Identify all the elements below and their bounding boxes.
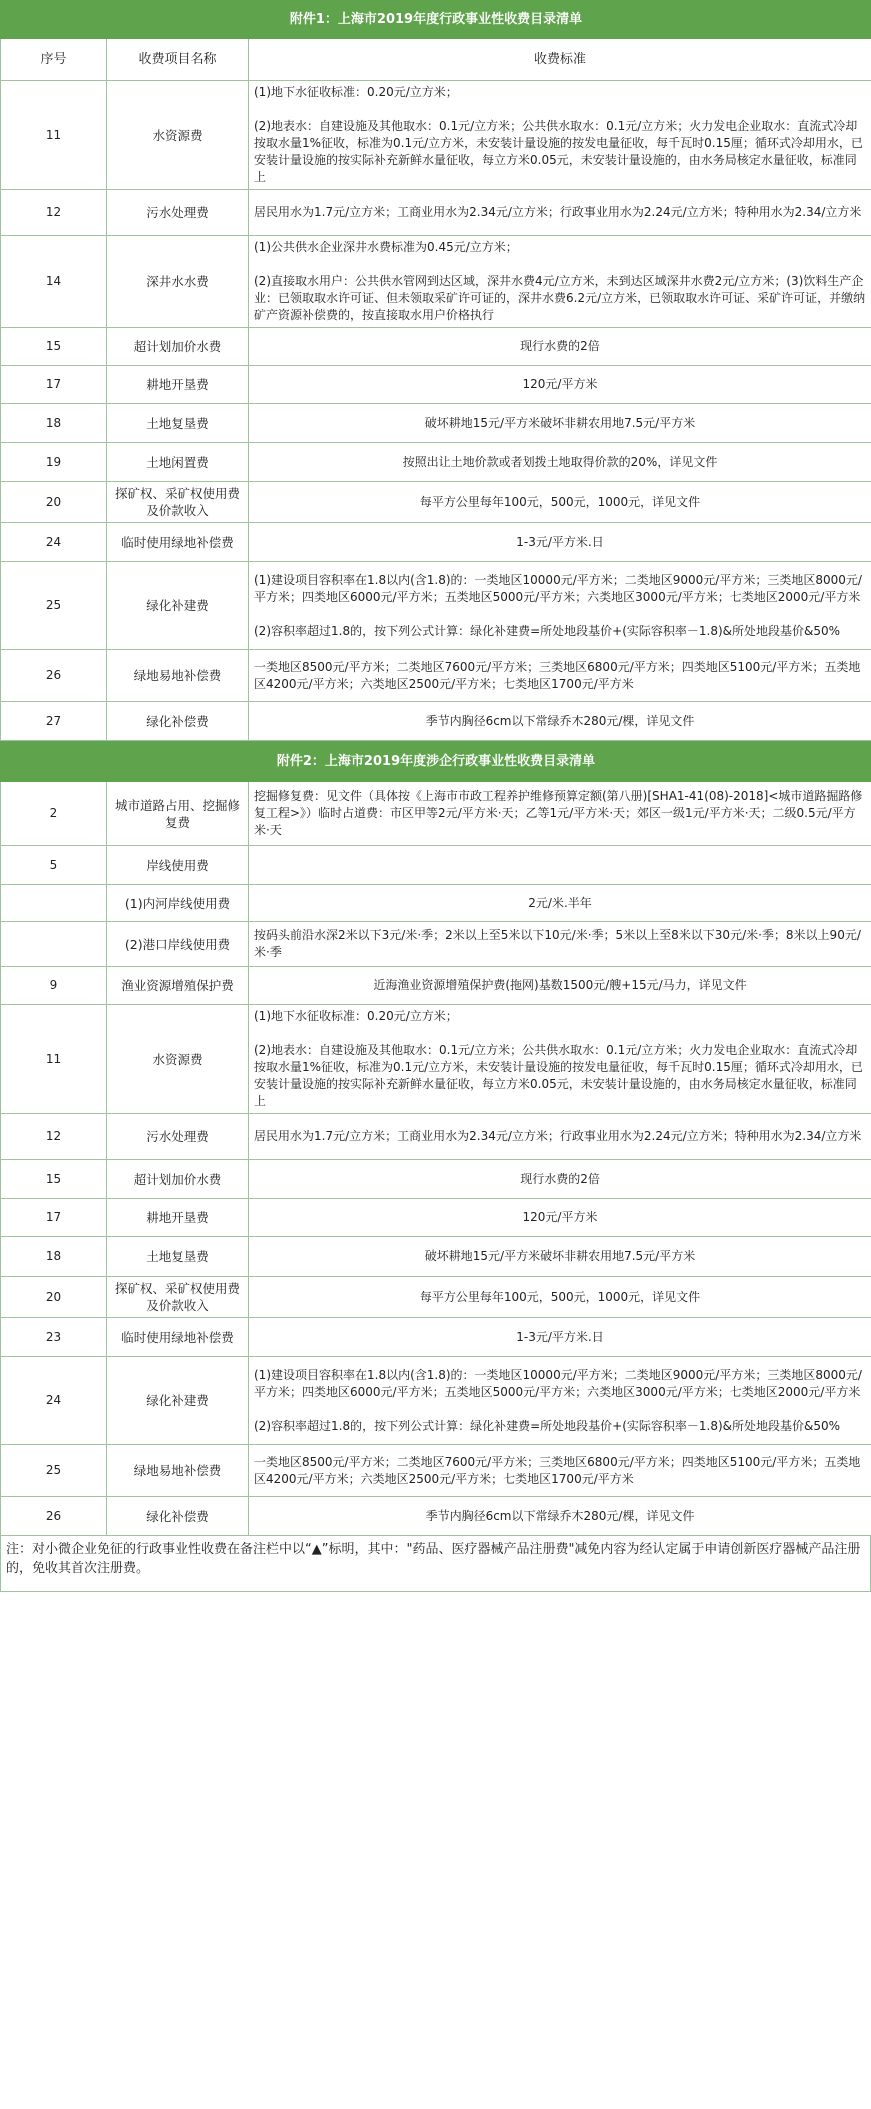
fee-standard-paragraph: 1-3元/平方米.日: [516, 534, 604, 549]
fee-standard-paragraph: (1)地下水征收标准：0.20元/立方米；: [254, 85, 458, 99]
row-fee-standard: [249, 1237, 871, 1277]
row-fee-item-name: 污水处理费: [107, 190, 249, 236]
row-fee-item-name: 耕地开垦费: [107, 366, 249, 404]
fee-standard-paragraph: 2元/米.半年: [528, 895, 592, 910]
row-serial-number: 17: [1, 366, 107, 404]
row-serial-number: 26: [1, 650, 107, 702]
row-serial-number: 12: [1, 190, 107, 236]
table-row: [1, 650, 871, 702]
row-fee-item-name: 绿地易地补偿费: [107, 1445, 249, 1497]
row-fee-item-name: 岸线使用费: [107, 846, 249, 885]
row-serial-number: 19: [1, 443, 107, 482]
row-fee-standard: [249, 562, 871, 650]
fee-standard-paragraph: (2)容积率超过1.8的，按下列公式计算：绿化补建费=所处地段基价+(实际容积率－1.8)&所处地段基价&50%: [254, 1418, 841, 1433]
row-fee-item-name: 耕地开垦费: [107, 1199, 249, 1237]
fee-standard-paragraph: 居民用水为1.7元/立方米；工商业用水为2.34元/立方米；行政事业用水为2.24元/立方米；特种用水为2.34/立方米: [254, 1129, 862, 1143]
row-fee-standard: [249, 443, 871, 482]
row-fee-item-name: 土地复垦费: [107, 1237, 249, 1277]
row-fee-item-name: 绿地易地补偿费: [107, 650, 249, 702]
fee-standard-paragraph: [254, 857, 866, 874]
row-serial-number: 25: [1, 562, 107, 650]
row-fee-item-name: 绿化补偿费: [107, 702, 249, 741]
fee-table-2: [0, 741, 871, 1536]
row-fee-standard: [249, 967, 871, 1005]
fee-standard-paragraph: 破坏耕地15元/平方米破坏非耕农用地7.5元/平方米: [424, 1249, 696, 1263]
table-row: [1, 482, 871, 523]
table-row: [1, 562, 871, 650]
header-fee-standard: 收费标准: [249, 39, 871, 81]
fee-standard-paragraph: 每平方公里每年100元，500元，1000元，详见文件: [419, 1289, 701, 1304]
table-row: [1, 236, 871, 328]
table-row: [1, 1005, 871, 1114]
row-serial-number: 24: [1, 523, 107, 562]
fee-standard-paragraph: [254, 256, 866, 273]
fee-standard-paragraph: (1)建设项目容积率在1.8以内(含1.8)的：一类地区10000元/平方米；二类地区9000元/平方米；三类地区8000元/平方米；四类地区6000元/平方米；五类地区5000元/平方米；六类地区3000元/平方米；七类地区2000元/平方米: [254, 572, 862, 604]
row-fee-standard: [249, 1357, 871, 1445]
fee-standard-paragraph: [254, 1025, 866, 1042]
row-fee-standard: [249, 81, 871, 190]
fee-standard-paragraph: 居民用水为1.7元/立方米；工商业用水为2.34元/立方米；行政事业用水为2.24元/立方米；特种用水为2.34/立方米: [254, 205, 862, 219]
fee-standard-paragraph: 近海渔业资源增殖保护费(拖网)基数1500元/艘+15元/马力，详见文件: [373, 978, 747, 992]
table-row: [1, 702, 871, 741]
row-serial-number: 5: [1, 846, 107, 885]
fee-standard-paragraph: 现行水费的2倍: [520, 339, 600, 353]
row-fee-standard: [249, 190, 871, 236]
table-row: [1, 846, 871, 885]
row-fee-standard: [249, 236, 871, 328]
row-fee-item-name: 临时使用绿地补偿费: [107, 523, 249, 562]
row-serial-number: 25: [1, 1445, 107, 1497]
row-serial-number: 20: [1, 1277, 107, 1318]
table-row: [1, 328, 871, 366]
row-fee-item-name: 深井水水费: [107, 236, 249, 328]
row-fee-item-name: 水资源费: [107, 1005, 249, 1114]
row-fee-standard: [249, 922, 871, 967]
row-serial-number: 12: [1, 1114, 107, 1160]
table-row: [1, 885, 871, 922]
fee-standard-paragraph: (1)建设项目容积率在1.8以内(含1.8)的：一类地区10000元/平方米；二类地区9000元/平方米；三类地区8000元/平方米；四类地区6000元/平方米；五类地区5000元/平方米；六类地区3000元/平方米；七类地区2000元/平方米: [254, 1367, 862, 1399]
fee-standard-paragraph: 每平方公里每年100元，500元，1000元，详见文件: [419, 494, 701, 509]
table-2-title: 附件2：上海市2019年度涉企行政事业性收费目录清单: [1, 742, 871, 782]
row-fee-standard: [249, 1160, 871, 1199]
table-1-title-row: [1, 1, 871, 39]
row-fee-item-name: (1)内河岸线使用费: [107, 885, 249, 922]
row-fee-item-name: 探矿权、采矿权使用费及价款收入: [107, 1277, 249, 1318]
table-row: [1, 1237, 871, 1277]
table-row: [1, 1445, 871, 1497]
row-serial-number: 26: [1, 1497, 107, 1536]
row-serial-number: 23: [1, 1318, 107, 1357]
row-fee-standard: [249, 846, 871, 885]
header-fee-item-name: 收费项目名称: [107, 39, 249, 81]
row-fee-item-name: 污水处理费: [107, 1114, 249, 1160]
row-serial-number: 15: [1, 1160, 107, 1199]
row-fee-item-name: 超计划加价水费: [107, 1160, 249, 1199]
table-1-title: 附件1：上海市2019年度行政事业性收费目录清单: [1, 1, 871, 39]
row-fee-item-name: 土地复垦费: [107, 404, 249, 443]
table-row: [1, 967, 871, 1005]
fee-standard-paragraph: 一类地区8500元/平方米；二类地区7600元/平方米；三类地区6800元/平方米；四类地区5100元/平方米；五类地区4200元/平方米；六类地区2500元/平方米；七类地区1700元/平方米: [254, 659, 861, 691]
row-serial-number: 24: [1, 1357, 107, 1445]
row-fee-standard: [249, 1277, 871, 1318]
table-row: [1, 1199, 871, 1237]
fee-standard-paragraph: 季节内胸径6cm以下常绿乔木280元/棵，详见文件: [425, 1508, 695, 1523]
fee-standard-paragraph: 挖掘修复费：见文件（具体按《上海市市政工程养护维修预算定额(第八册)[SHA1-41(08)-2018]<城市道路掘路修复工程>》）临时占道费：市区甲等2元/平方米·天；乙等1元/平方米·天；郊区一级1元/平方米·天；二级0.5元/平方米·天: [254, 789, 863, 837]
row-fee-item-name: 土地闲置费: [107, 443, 249, 482]
row-fee-item-name: 城市道路占用、挖掘修复费: [107, 782, 249, 846]
row-fee-standard: [249, 404, 871, 443]
fee-standard-paragraph: 季节内胸径6cm以下常绿乔木280元/棵，详见文件: [425, 713, 695, 728]
row-serial-number: [1, 885, 107, 922]
fee-standard-paragraph: (2)地表水：自建设施及其他取水：0.1元/立方米；公共供水取水：0.1元/立方米；火力发电企业取水：直流式冷却按取水量1%征收，标准为0.1元/立方米，未安装计量设施的按发电量征收，每千瓦时0.15厘；循环式冷却用水，已安装计量设施的按实际补充新鲜水量征收，每立方米0.05元，未安装计量设施的，由水务局核定水量征收，标准同上: [254, 1043, 863, 1108]
fee-standard-paragraph: (2)地表水：自建设施及其他取水：0.1元/立方米；公共供水取水：0.1元/立方米；火力发电企业取水：直流式冷却按取水量1%征收，标准为0.1元/立方米，未安装计量设施的按发电量征收，每千瓦时0.15厘；循环式冷却用水，已安装计量设施的按实际补充新鲜水量征收，每立方米0.05元，未安装计量设施的，由水务局核定水量征收，标准同上: [254, 119, 863, 184]
fee-standard-paragraph: [254, 606, 866, 623]
row-fee-standard: [249, 1318, 871, 1357]
table-row: [1, 1497, 871, 1536]
row-fee-standard: [249, 328, 871, 366]
row-fee-item-name: 临时使用绿地补偿费: [107, 1318, 249, 1357]
fee-standard-paragraph: 按码头前沿水深2米以下3元/米·季；2米以上至5米以下10元/米·季；5米以上至8米以下30元/米·季；8米以上90元/米·季: [254, 928, 861, 959]
table-row: [1, 922, 871, 967]
row-fee-standard: [249, 1497, 871, 1536]
row-fee-standard: [249, 523, 871, 562]
table-row: [1, 782, 871, 846]
row-fee-item-name: 超计划加价水费: [107, 328, 249, 366]
header-serial-number: 序号: [1, 39, 107, 81]
fee-table-1: [0, 0, 871, 741]
row-fee-standard: [249, 782, 871, 846]
table-row: [1, 443, 871, 482]
table-row: [1, 404, 871, 443]
row-serial-number: 11: [1, 1005, 107, 1114]
row-fee-standard: [249, 482, 871, 523]
table-row: [1, 81, 871, 190]
row-serial-number: 9: [1, 967, 107, 1005]
row-serial-number: 15: [1, 328, 107, 366]
table-row: [1, 1160, 871, 1199]
row-fee-standard: [249, 366, 871, 404]
row-fee-item-name: 水资源费: [107, 81, 249, 190]
table-row: [1, 1318, 871, 1357]
row-fee-standard: [249, 702, 871, 741]
table-row: [1, 523, 871, 562]
row-serial-number: 14: [1, 236, 107, 328]
table-2-title-row: [1, 742, 871, 782]
row-fee-standard: [249, 885, 871, 922]
fee-standard-paragraph: (1)地下水征收标准：0.20元/立方米；: [254, 1009, 458, 1023]
row-fee-item-name: 探矿权、采矿权使用费及价款收入: [107, 482, 249, 523]
fee-standard-paragraph: [254, 1401, 866, 1418]
row-fee-standard: [249, 650, 871, 702]
row-serial-number: 18: [1, 404, 107, 443]
row-fee-item-name: (2)港口岸线使用费: [107, 922, 249, 967]
table-row: [1, 366, 871, 404]
fee-standard-paragraph: (2)容积率超过1.8的，按下列公式计算：绿化补建费=所处地段基价+(实际容积率－1.8)&所处地段基价&50%: [254, 623, 841, 638]
fee-standard-paragraph: 一类地区8500元/平方米；二类地区7600元/平方米；三类地区6800元/平方米；四类地区5100元/平方米；五类地区4200元/平方米；六类地区2500元/平方米；七类地区1700元/平方米: [254, 1454, 861, 1486]
row-serial-number: 18: [1, 1237, 107, 1277]
fee-standard-paragraph: (2)直接取水用户：公共供水管网到达区域，深井水费4元/立方米，未到达区域深井水费2元/立方米；(3)饮料生产企业：已领取取水许可证、但未领取采矿许可证的，深井水费6.2元/立方米，已领取取水许可证、采矿许可证，并缴纳矿产资源补偿费的，按直接取水用户价格执行: [254, 274, 866, 322]
row-fee-item-name: 绿化补建费: [107, 1357, 249, 1445]
table-row: [1, 1114, 871, 1160]
table-row: [1, 1357, 871, 1445]
row-serial-number: 27: [1, 702, 107, 741]
row-serial-number: [1, 922, 107, 967]
fee-standard-paragraph: 破坏耕地15元/平方米破坏非耕农用地7.5元/平方米: [424, 415, 696, 430]
row-fee-standard: [249, 1445, 871, 1497]
row-serial-number: 2: [1, 782, 107, 846]
row-fee-item-name: 渔业资源增殖保护费: [107, 967, 249, 1005]
footnote: 注：对小微企业免征的行政事业性收费在备注栏中以“▲”标明，其中："药品、医疗器械产品注册费"减免内容为经认定属于申请创新医疗器械产品注册的，免收其首次注册费。: [0, 1536, 871, 1592]
row-fee-standard: [249, 1199, 871, 1237]
fee-standard-paragraph: 120元/平方米: [522, 377, 598, 391]
fee-standard-paragraph: [254, 101, 866, 118]
row-serial-number: 17: [1, 1199, 107, 1237]
row-fee-item-name: 绿化补建费: [107, 562, 249, 650]
table-row: [1, 1277, 871, 1318]
fee-standard-paragraph: (1)公共供水企业深井水费标准为0.45元/立方米；: [254, 240, 518, 254]
fee-standard-paragraph: 现行水费的2倍: [520, 1171, 600, 1186]
fee-standard-paragraph: 按照出让土地价款或者划拨土地取得价款的20%，详见文件: [402, 454, 718, 469]
row-serial-number: 11: [1, 81, 107, 190]
fee-standard-paragraph: 1-3元/平方米.日: [516, 1329, 604, 1344]
row-fee-item-name: 绿化补偿费: [107, 1497, 249, 1536]
table-row: [1, 190, 871, 236]
row-fee-standard: [249, 1114, 871, 1160]
row-fee-standard: [249, 1005, 871, 1114]
fee-standard-paragraph: 120元/平方米: [522, 1210, 598, 1224]
table-header-row: [1, 39, 871, 81]
row-serial-number: 20: [1, 482, 107, 523]
